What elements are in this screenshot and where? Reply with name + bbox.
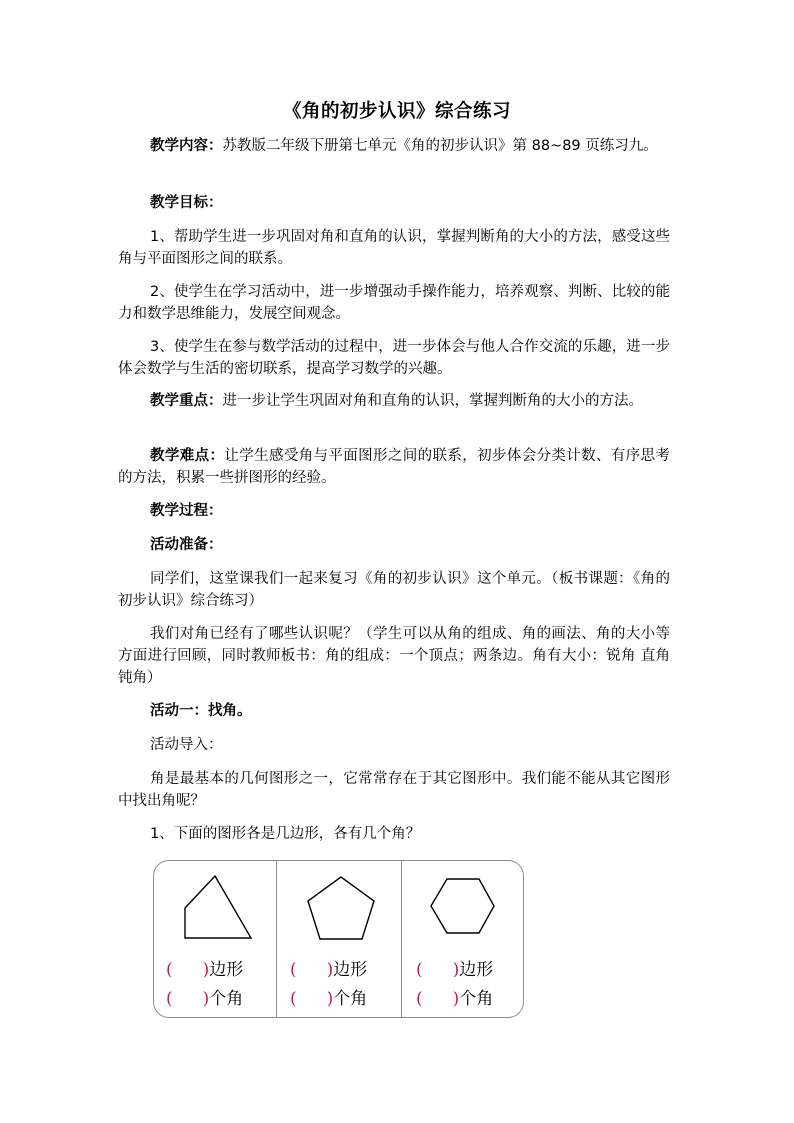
key-point-label: 教学重点： — [150, 393, 223, 409]
difficulty — [118, 445, 670, 489]
goal-item-1: 1、帮助学生进一步巩固对角和直角的认识，掌握判断角的大小的方法，感受这些角与平面图形之间的联系。 — [118, 229, 670, 267]
activity1-intro-label: 活动导入： — [150, 737, 223, 753]
hexagon-shape — [402, 861, 522, 951]
sides-suffix: 边形 — [333, 960, 368, 980]
activity1-intro-text: 角是最基本的几何图形之一，它常常存在于其它图形中。我们能不能从其它图形中找出角呢？ — [118, 771, 670, 809]
pentagon-shape — [277, 861, 401, 951]
blank-close-paren: ) — [202, 960, 210, 980]
figure-cell-hexagon — [402, 861, 522, 1017]
key-point — [118, 390, 670, 412]
teaching-content-text: 苏教版二年级下册第七单元《角的初步认识》第 88~89 页练习九。 — [222, 138, 658, 154]
key-point-text: 进一步让学生巩固对角和直角的认识，掌握判断角的大小的方法。 — [222, 393, 643, 409]
goal-item-3: 3、使学生在参与数学活动的过程中，进一步体会与他人合作交流的乐趣，进一步体会数学与生活的密切联系，提高学习数学的兴趣。 — [118, 339, 670, 377]
goal-item-2: 2、使学生在学习活动中，进一步增强动手操作能力，培养观察、判断、比较的能力和数学思维能力，发展空间观念。 — [118, 284, 670, 322]
prep-text: 同学们，这堂课我们一起来复习《角的初步认识》这个单元。（板书课题：《角的初步认识》综合练习） — [118, 571, 670, 609]
prep-heading: 活动准备： — [150, 537, 223, 553]
activity1-heading: 活动一：找角。 — [150, 703, 252, 719]
difficulty-label: 教学难点： — [150, 448, 225, 464]
blank-open-paren: ( — [166, 960, 173, 980]
review-text: 我们对角已经有了哪些认识呢？（学生可以从角的组成、角的画法、角的大小等方面进行回顾，同时教师板书：角的组成：一个顶点；两条边。角有大小：锐角 直角 钝角） — [118, 626, 670, 686]
polygon-figure — [153, 860, 524, 1018]
exercise-1: 1、下面的图形各是几边形，各有几个角？ — [150, 826, 421, 842]
angles-blank-row — [290, 984, 367, 1009]
process-heading: 教学过程： — [150, 503, 223, 519]
blank-close-paren: ) — [202, 989, 210, 1009]
angles-suffix: 个角 — [333, 989, 368, 1009]
blank-open-paren: ( — [416, 960, 423, 980]
teaching-content-label: 教学内容： — [150, 138, 223, 154]
teaching-content — [118, 135, 670, 157]
difficulty-text: 让学生感受角与平面图形之间的联系，初步体会分类计数、有序思考的方法，积累一些拼图形的经验。 — [118, 448, 671, 486]
sides-suffix: 边形 — [459, 960, 494, 980]
blank-close-paren: ) — [452, 989, 460, 1009]
sides-suffix: 边形 — [209, 960, 244, 980]
sides-blank-row — [290, 955, 367, 980]
sides-blank-row — [416, 955, 493, 980]
blank-close-paren: ) — [326, 960, 334, 980]
quadrilateral-shape — [154, 861, 276, 951]
blank-close-paren: ) — [326, 989, 334, 1009]
angles-blank-row — [166, 984, 243, 1009]
angles-blank-row — [416, 984, 493, 1009]
goals-heading: 教学目标： — [150, 195, 223, 211]
sides-blank-row — [166, 955, 243, 980]
blank-open-paren: ( — [416, 989, 423, 1009]
blank-open-paren: ( — [290, 960, 297, 980]
document-title: 《角的初步认识》综合练习 — [282, 101, 511, 122]
blank-open-paren: ( — [290, 989, 297, 1009]
blank-close-paren: ) — [452, 960, 460, 980]
blank-open-paren: ( — [166, 989, 173, 1009]
figure-cell-quadrilateral — [154, 861, 276, 1017]
figure-cell-pentagon — [277, 861, 401, 1017]
angles-suffix: 个角 — [209, 989, 244, 1009]
angles-suffix: 个角 — [459, 989, 494, 1009]
